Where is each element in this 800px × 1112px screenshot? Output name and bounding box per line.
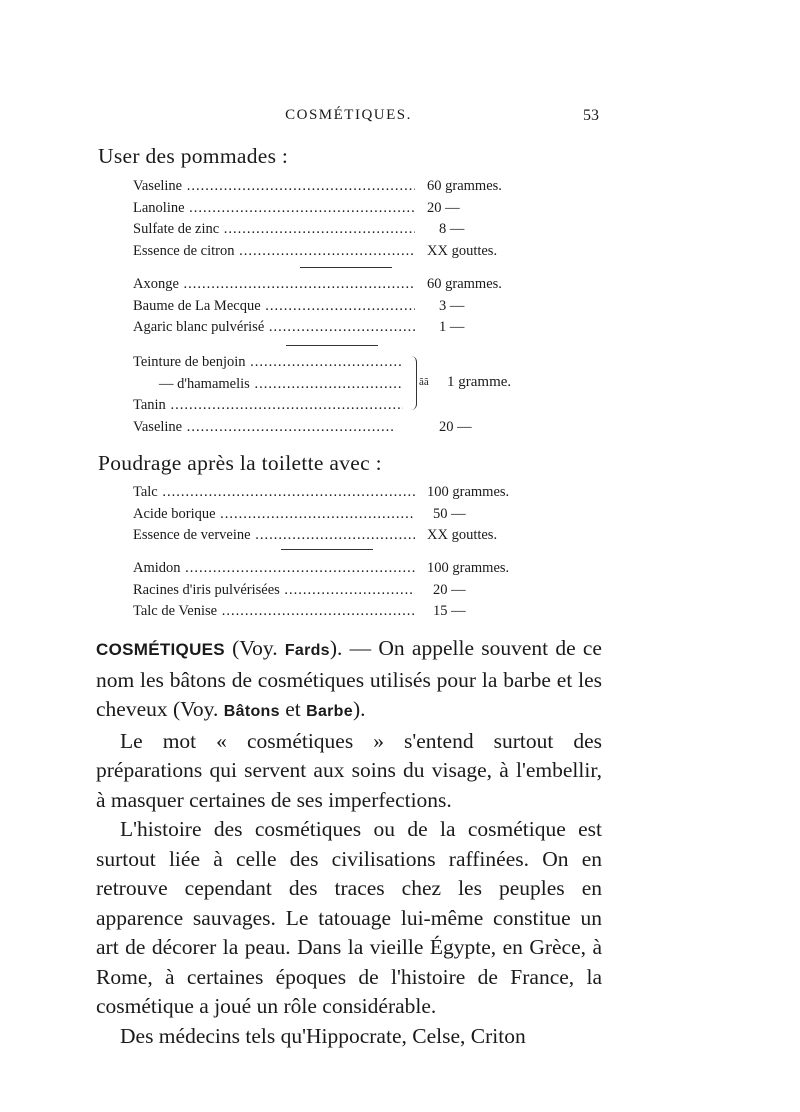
recipe-row (133, 504, 553, 526)
brace-quantity: 1 gramme. (447, 374, 512, 390)
recipe-row (133, 558, 553, 580)
text-run: ). — On appelle souvent de ce nom les bâtons de cosmétiques utilisés pour la barbe et les cheveux (Voy. (96, 636, 602, 721)
ingredient: Talc ..... (133, 482, 415, 504)
quantity: 100 grammes. (427, 560, 510, 576)
brace-aa: ãã (419, 376, 429, 388)
recipe-row (133, 219, 553, 241)
headword: COSMÉTIQUES (96, 640, 225, 659)
quantity: 8 — (439, 221, 465, 237)
recipe-row (133, 241, 553, 263)
recipe-row (133, 417, 553, 439)
article-paragraph-3: L'histoire des cosmétiques ou de la cosmétique est surtout liée à celle des civilisations raffinées. On en retrouve cependant des traces chez les peuples en apparence sauvages. Le tatouage lui-même constitue un art de décorer la peau. Dans la vieille Égypte, en Grèce, à Rome, à certaines époques de l'histoire de France, la cosmétique a joué un rôle considérable. (96, 817, 602, 1018)
recipe-row (133, 296, 553, 318)
recipe-poudre-2 (133, 558, 553, 623)
divider-rule (281, 549, 373, 550)
ingredient: Axonge ..... (133, 274, 415, 296)
recipe-pommade-1 (133, 176, 553, 262)
recipe-row (133, 317, 553, 339)
cross-reference-fards: Fards (284, 642, 330, 659)
ingredient: — d'hamamelis ..... (133, 374, 403, 396)
quantity: 60 grammes. (427, 276, 502, 292)
recipe-row (133, 482, 553, 504)
divider-rule (286, 345, 378, 346)
article-body (96, 634, 602, 1051)
quantity: XX gouttes. (427, 527, 498, 543)
recipe-row (133, 395, 553, 417)
text-run: (Voy. (224, 636, 285, 660)
ingredient: Lanoline ..... (133, 198, 415, 220)
ingredient: Amidon ..... (133, 558, 415, 580)
recipe-pommade-3 (133, 352, 553, 438)
cross-reference-barbe: Barbe (306, 703, 353, 720)
ingredient: Essence de verveine ..... (133, 525, 415, 547)
quantity: 20 — (427, 199, 460, 216)
quantity: 15 — (433, 603, 466, 619)
ingredient: Teinture de benjoin ..... (133, 352, 403, 374)
divider-rule (300, 267, 392, 268)
ingredient: Tanin ..... (133, 395, 403, 417)
quantity: XX gouttes. (427, 242, 498, 259)
ingredient: Acide borique ..... (133, 504, 415, 526)
quantity: 20 — (439, 418, 472, 435)
article-paragraph-4: Des médecins tels qu'Hippocrate, Celse, Criton (120, 1023, 526, 1048)
poudrage-intro: Poudrage après la toilette avec : (98, 451, 382, 475)
page-number: 53 (583, 107, 599, 124)
quantity: 1 — (439, 319, 465, 335)
quantity: 20 — (433, 581, 466, 598)
quantity: 100 grammes. (427, 484, 510, 500)
article-paragraph-2: Le mot « cosmétiques » s'entend surtout des préparations qui servent aux soins du visage, à l'embellir, à masquer certaines de ses imperfections. (96, 728, 602, 812)
ingredient: Baume de La Mecque ..... (133, 296, 415, 318)
ingredient: Racines d'iris pulvérisées ..... (133, 580, 415, 602)
recipe-pommade-2 (133, 274, 553, 339)
ingredient: Talc de Venise ..... (133, 601, 415, 623)
running-title: COSMÉTIQUES. (285, 107, 412, 123)
ingredient: Vaseline ..... (133, 176, 415, 198)
pommades-intro: User des pommades : (98, 144, 289, 168)
recipe-poudre-1 (133, 482, 553, 547)
quantity: 3 — (439, 297, 465, 314)
ingredient: Agaric blanc pulvérisé ..... (133, 317, 415, 339)
quantity: 50 — (433, 505, 466, 522)
recipe-row (133, 176, 553, 198)
recipe-row (133, 198, 553, 220)
text-run: ). (352, 697, 366, 721)
cross-reference-batons: Bâtons (223, 703, 280, 720)
ingredient: Essence de citron ..... (133, 241, 415, 263)
recipe-row (133, 580, 553, 602)
text-run: et (279, 697, 307, 721)
article-paragraph-1 (96, 634, 602, 727)
quantity: 60 grammes. (427, 178, 502, 194)
brace-bracket (408, 356, 417, 410)
ingredient: Sulfate de zinc ..... (133, 219, 415, 241)
recipe-row (133, 525, 553, 547)
recipe-row (133, 274, 553, 296)
recipe-row (133, 601, 553, 623)
running-head (96, 107, 601, 129)
ingredient: Vaseline ..... (133, 417, 395, 439)
